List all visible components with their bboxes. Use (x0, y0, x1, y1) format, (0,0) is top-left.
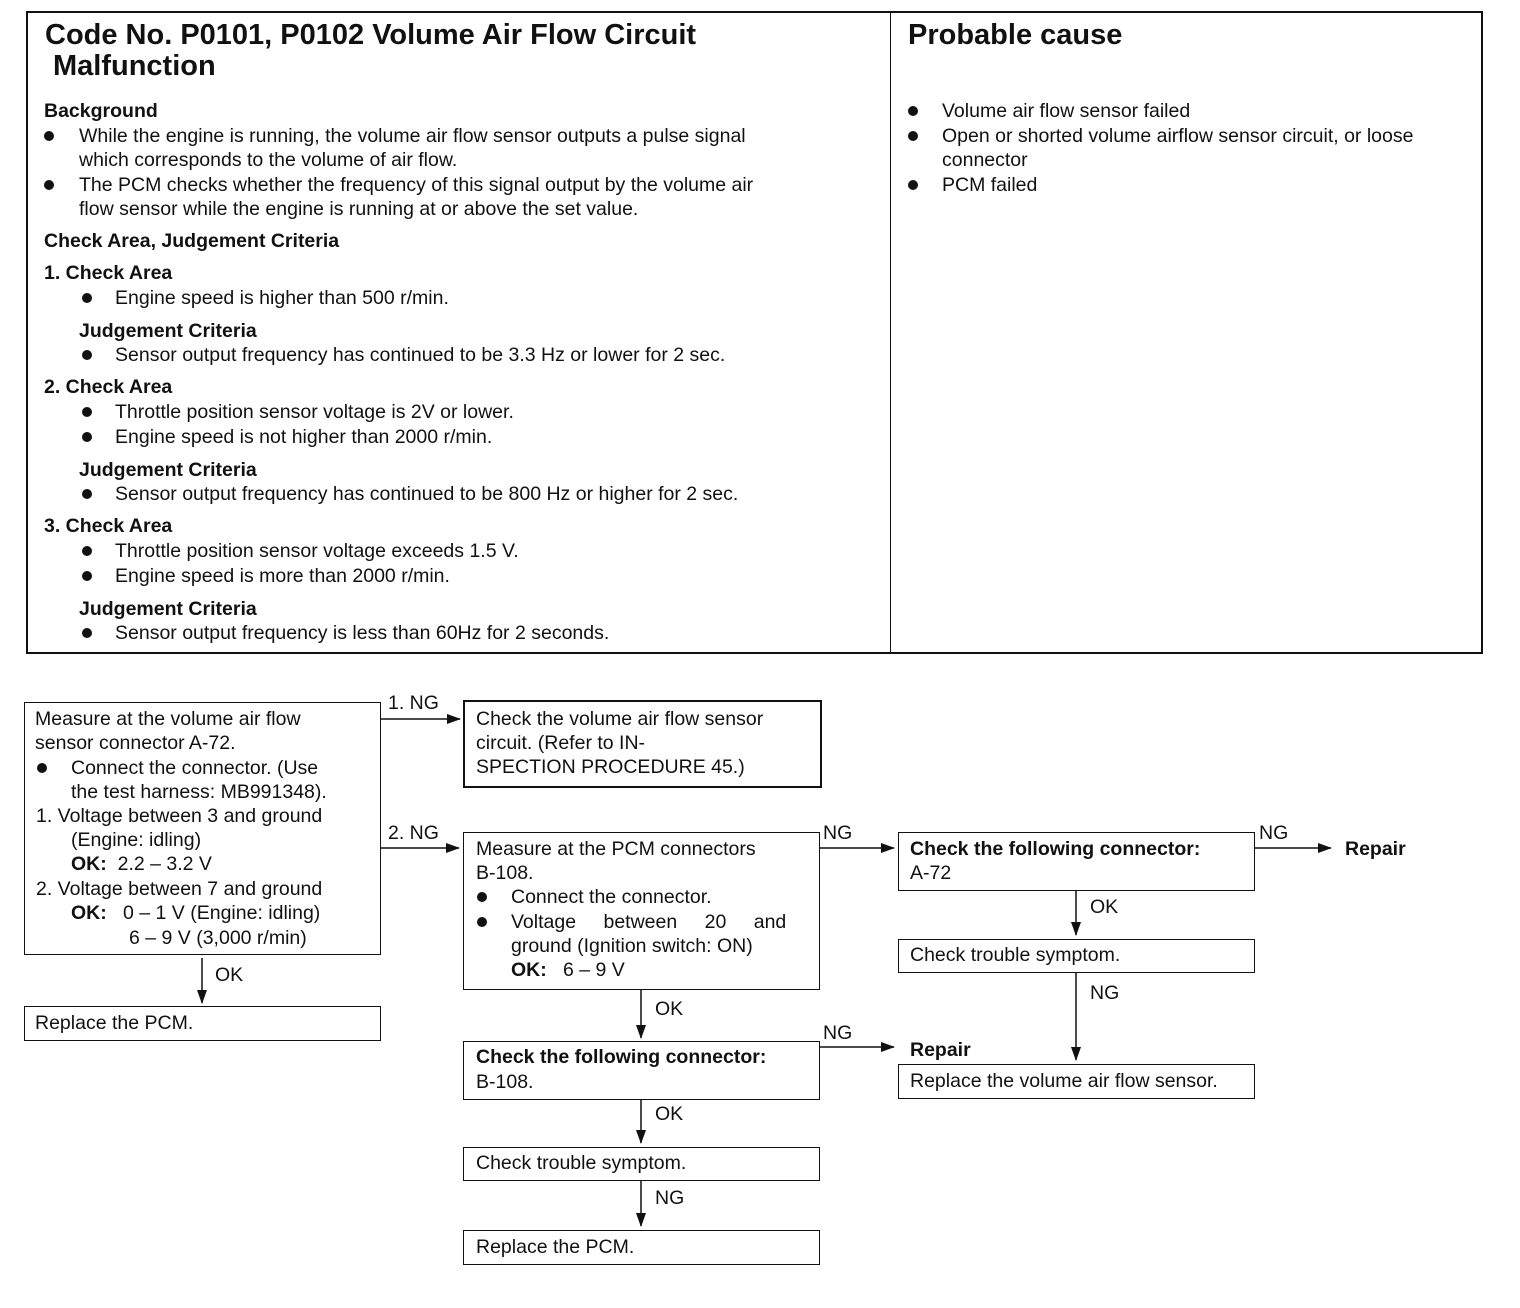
probable-cause-title: Probable cause (908, 19, 1123, 51)
box1-line: sensor connector A-72. (35, 732, 236, 754)
pcm-ng-label: NG (823, 822, 853, 844)
circuit-line: Check the volume air flow sensor (476, 708, 764, 730)
pcm-line: Connect the connector. (511, 886, 712, 908)
judgement-1-title: Judgement Criteria (79, 320, 257, 342)
box1-line: OK: 0 – 1 V (Engine: idling) (71, 902, 321, 924)
check-symptom-center-text: Check trouble symptom. (476, 1152, 687, 1174)
b108-ok-label: OK (655, 1103, 684, 1125)
check-area-2-item-2: Engine speed is not higher than 2000 r/min. (115, 426, 493, 448)
b108-line-1: Check the following connector: (476, 1046, 767, 1068)
pcm-ok-label: OK (655, 998, 684, 1020)
bullet-icon (477, 917, 487, 927)
box1-line: 6 – 9 V (3,000 r/min) (129, 927, 307, 949)
pcm-line: Voltage between 20 and (511, 911, 787, 933)
cause-2b: connector (942, 149, 1028, 171)
check-area-3-item-2: Engine speed is more than 2000 r/min. (115, 565, 450, 587)
a72-line-2: A-72 (910, 862, 952, 884)
check-area-2-item-1: Throttle position sensor voltage is 2V or lower. (115, 401, 514, 423)
pcm-line: Measure at the PCM connectors (476, 838, 756, 860)
b108-ng-label: NG (823, 1022, 853, 1044)
check-area-3-item-1: Throttle position sensor voltage exceeds 1.5 V. (115, 540, 519, 562)
background-text-1b: which corresponds to the volume of air flow. (79, 149, 458, 171)
background-text-1a: While the engine is running, the volume air flow sensor outputs a pulse signal (79, 125, 746, 147)
check-area-3-title: 3. Check Area (44, 515, 173, 537)
background-text-2b: flow sensor while the engine is running at or above the set value. (79, 198, 639, 220)
repair-mid: Repair (910, 1039, 971, 1061)
ng2-label: 2. NG (388, 822, 439, 844)
check-area-1-title: 1. Check Area (44, 262, 173, 284)
circuit-line: SPECTION PROCEDURE 45.) (476, 756, 745, 778)
check-area-1-item: Engine speed is higher than 500 r/min. (115, 287, 449, 309)
box1-line: (Engine: idling) (71, 829, 202, 851)
cause-3: PCM failed (942, 174, 1038, 196)
b108-line-2: B-108. (476, 1071, 534, 1093)
check-symptom-right-text: Check trouble symptom. (910, 944, 1121, 966)
circuit-line: circuit. (Refer to IN- (476, 732, 646, 754)
box1-line: 2. Voltage between 7 and ground (36, 878, 323, 900)
a72-ok-label: OK (1090, 896, 1119, 918)
replace-pcm-center-text: Replace the PCM. (476, 1236, 635, 1258)
box1-line: the test harness: MB991348). (71, 781, 327, 803)
repair-top: Repair (1345, 838, 1406, 860)
box1-line: Connect the connector. (Use (71, 757, 319, 779)
background-text-2a: The PCM checks whether the frequency of this signal output by the volume air (79, 174, 754, 196)
pcm-line: B-108. (476, 862, 534, 884)
judgement-3-title: Judgement Criteria (79, 598, 257, 620)
bullet-icon (37, 763, 47, 773)
judgement-1-item: Sensor output frequency has continued to be 3.3 Hz or lower for 2 sec. (115, 344, 726, 366)
judgement-2-item: Sensor output frequency has continued to be 800 Hz or higher for 2 sec. (115, 483, 739, 505)
judgement-3-item: Sensor output frequency is less than 60Hz for 2 seconds. (115, 622, 610, 644)
code-title: Code No. P0101, P0102 Volume Air Flow Circuit Malfunction (45, 19, 697, 82)
cause-2a: Open or shorted volume airflow sensor circuit, or loose (942, 125, 1414, 147)
a72-line-1: Check the following connector: (910, 838, 1201, 860)
pcm-line: ground (Ignition switch: ON) (511, 935, 753, 957)
ng1-label: 1. NG (388, 692, 439, 714)
cause-1: Volume air flow sensor failed (942, 100, 1191, 122)
symptom-center-ng-label: NG (655, 1187, 685, 1209)
replace-vaf-text: Replace the volume air flow sensor. (910, 1070, 1218, 1092)
background-heading: Background (44, 100, 158, 122)
box1-ok-label: OK (215, 964, 244, 986)
replace-pcm-left-text: Replace the PCM. (35, 1012, 194, 1034)
judgement-2-title: Judgement Criteria (79, 459, 257, 481)
box1-line: 1. Voltage between 3 and ground (36, 805, 323, 827)
box1-line: Measure at the volume air flow (35, 708, 301, 730)
pcm-line: OK: 6 – 9 V (511, 959, 625, 981)
symptom-right-ng-label: NG (1090, 982, 1120, 1004)
box1-line: OK: 2.2 – 3.2 V (71, 853, 212, 875)
check-heading: Check Area, Judgement Criteria (44, 230, 340, 252)
a72-ng-label: NG (1259, 822, 1289, 844)
check-area-2-title: 2. Check Area (44, 376, 173, 398)
bullet-icon (477, 892, 487, 902)
